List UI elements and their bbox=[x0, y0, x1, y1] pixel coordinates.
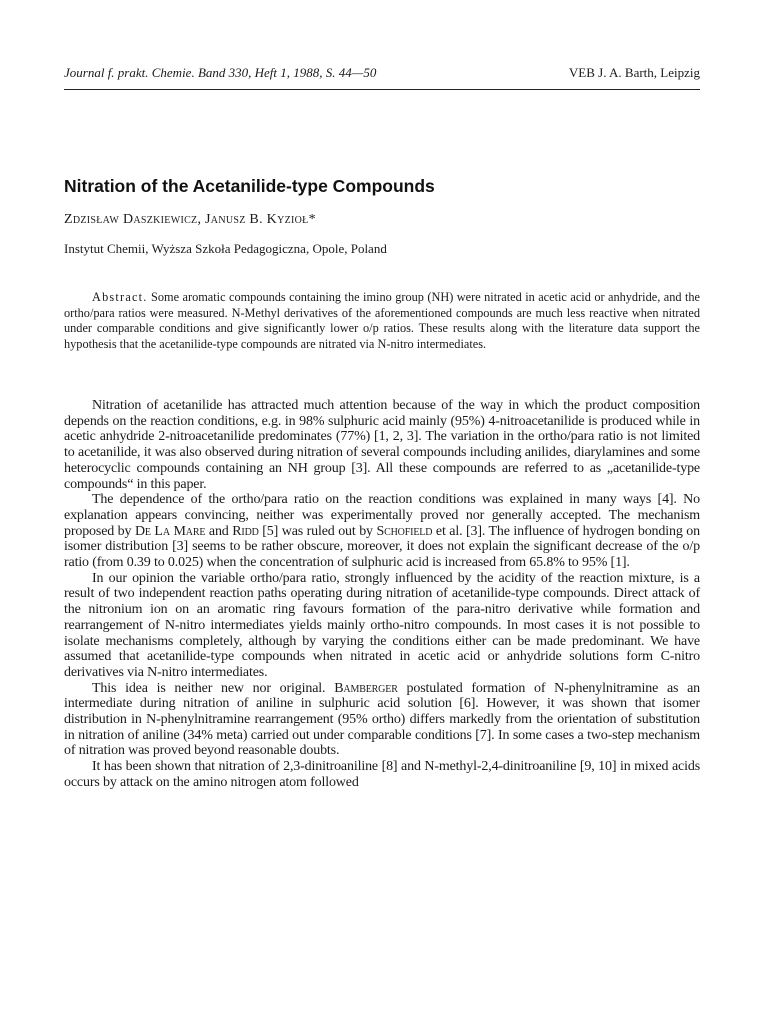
body-text: and bbox=[208, 523, 229, 539]
body-text: postulated formation of N-phenylnitramine as an intermediate during nitration of aniline in sulphuric acid solution [6]. However, it was shown that isomer distribution in N-phenylnitramine rearrangement (95% ortho) differs markedly from the orientation of substitution in nitration of aniline (34% meta) carried out under comparable conditions [7]. In some cases a two-step mechanism of nitration was proved beyond reasonable doubts. bbox=[64, 680, 701, 759]
body-paragraph-4 bbox=[64, 681, 700, 760]
author-affiliation: Instytut Chemii, Wyższa Szkoła Pedagogiczna, Opole, Poland bbox=[64, 241, 387, 256]
author-name-bamberger: Bamberger bbox=[334, 680, 398, 696]
article-body bbox=[64, 398, 700, 791]
running-header bbox=[64, 65, 700, 81]
author-name-ridd: Ridd bbox=[232, 523, 259, 539]
author-name-de-la-mare: De La Mare bbox=[134, 523, 206, 539]
abstract-paragraph bbox=[64, 290, 700, 353]
header-rule bbox=[64, 89, 700, 90]
body-text: The dependence of the ortho/para ratio on the reaction conditions was explained in many ways [4]. No explanation appears convincing, neither was experimentally proved nor generally accepted. The mechanism proposed by bbox=[64, 492, 700, 539]
body-text: This idea is neither new nor original. bbox=[92, 680, 326, 696]
abstract bbox=[64, 290, 700, 353]
article-authors: Zdzisław Daszkiewicz, Janusz B. Kyzioł* bbox=[64, 212, 316, 227]
abstract-text: Some aromatic compounds containing the imino group (NH) were nitrated in acetic acid or anhydride, and the ortho/para ratios were measured. N-Methyl derivatives of the aforementioned compounds are much less reactive when nitrated under comparable conditions and give significantly lower o/p ratios. These results along with the literature data support the hypothesis that the acetanilide-type compounds are nitrated via N-nitro intermediates. bbox=[64, 290, 700, 352]
abstract-label: Abstract. bbox=[92, 290, 148, 304]
body-paragraph-5: It has been shown that nitration of 2,3-dinitroaniline [8] and N-methyl-2,4-dinitroaniline [9, 10] in mixed acids occurs by attack on the amino nitrogen atom followed bbox=[64, 759, 700, 790]
body-paragraph-3: In our opinion the variable ortho/para ratio, strongly influenced by the acidity of the reaction mixture, is a result of two independent reaction paths operating during nitration of acetanilide-type compounds. Direct attack of the nitronium ion on an aromatic ring favours formation of the para-nitro derivative while formation and rearrangement of N-nitro intermediates yields mainly ortho-nitro compounds. In most cases it is not possible to isolate mechanisms completely, although by varying the conditions either can be made predominant. We have assumed that acetanilide-type compounds when nitrated in acetic acid or anhydride solutions form C-nitro derivatives via N-nitro intermediates. bbox=[64, 570, 700, 680]
article-title: Nitration of the Acetanilide-type Compounds bbox=[64, 176, 435, 196]
publisher: VEB J. A. Barth, Leipzig bbox=[568, 65, 700, 80]
body-text: [5] was ruled out by bbox=[262, 523, 373, 539]
body-paragraph-2 bbox=[64, 492, 700, 571]
author-name-schofield: Schofield bbox=[376, 523, 433, 539]
body-text: et al. [3]. The influence of hydrogen bonding on isomer distribution [3] seems to be rather obscure, moreover, it does not explain the significant decrease of the o/p ratio (from 0.39 to 0.025) when the concentration of sulphuric acid is increased from 65.8% to 95% [1]. bbox=[64, 523, 700, 571]
body-paragraph-1: Nitration of acetanilide has attracted much attention because of the way in which the product composition depends on the reaction conditions, e.g. in 98% sulphuric acid mainly (95%) 4-nitroacetanilide is produced while in acetic anhydride 2-nitroacetanilide predominates (77%) [1, 2, 3]. The variation in the ortho/para ratio is not limited to acetanilide, it was also observed during nitration of several compounds including anilides, diarylamines and some heterocyclic compounds containing an NH group [3]. All these compounds are referred to as „acetanilide-type compounds“ in this paper. bbox=[64, 398, 700, 492]
journal-citation: Journal f. prakt. Chemie. Band 330, Heft 1, 1988, S. 44—50 bbox=[64, 65, 377, 80]
